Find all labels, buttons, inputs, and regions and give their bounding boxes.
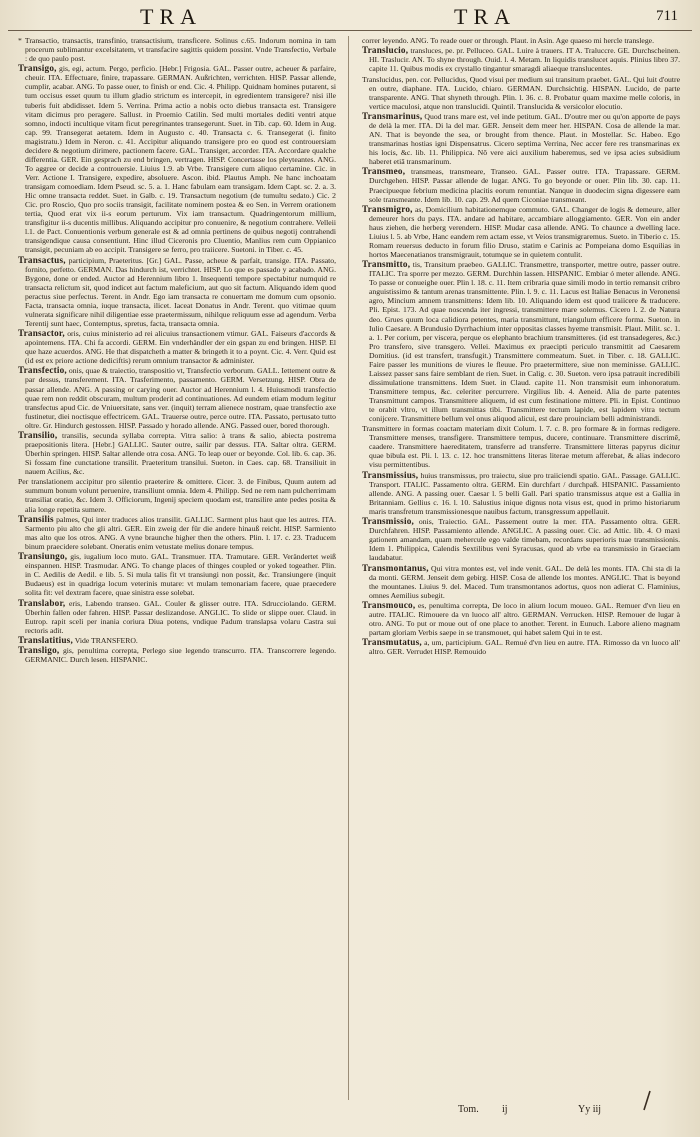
entry-headword: Transigo, xyxy=(18,63,57,74)
running-header xyxy=(0,4,700,28)
entry-headword: Translabor, xyxy=(18,597,66,608)
entry-text: correr leyendo. ANG. To reade ouer or through. Plaut. in Asin. Age quaeso mi hercle translege. xyxy=(362,36,655,45)
entry-headword: Transmitto, xyxy=(362,259,411,270)
entry-headword: Transmarinus, xyxy=(362,110,423,121)
footer-tome: Tom. xyxy=(458,1104,479,1115)
entry-text: huius transmissus, pro traiectu, siue pro traiiciendi spatio. GAL. Passage. GALLIC. Transport. ITALIC. Passamento oltra. GERM. Ein durchfart / durchpaß. HISPANIC. Passamiento allende. ANG. A passing ouer. Caesar l. 5 belli Gall. Pari spatio transmissus atque est a Gallia in Britanniam. Gellius c. 16. l. 10. Salustius inique dignus nota visus est, quod in primo historiarum maris transfretum transmissionesque nauibus factum, transgressum appellauit. xyxy=(369,470,680,516)
entry-headword: Transilio, xyxy=(18,429,58,440)
entry-text: as, Domicilium habitationemque commuto. GAL. Changer de logis & demeure, aller demeurer hors du pays. ITA. andare ad habitare, accambiare alloggiamento. GER. Von ein ander haus ziehen, die herberg verendern. HISP. Mudar casa allende. ANG. To chaunce a dwelling lace. Liuius l. 5. ab Vrbe, Hanc eandem rem actam esse, vt Veios transmigraremus. Sueto. in Tiberio c. 15. Romam reuersus deducto in forum filio Druso, statim e Carinis ac Pompeiana domo Esquilias in hortos Maecenatianos transmigrauit, totumque se in quietem contulit. xyxy=(369,204,680,260)
dictionary-entry xyxy=(18,636,336,645)
entry-headword: Transligo, xyxy=(18,645,60,656)
left-column xyxy=(18,36,336,1102)
entry-text: onis, Traiectio. GAL. Passement outre la mer. ITA. Passamento oltra. GER. Durchfahren. HISP. Passamiento allende. ANGLIC. A passing ouer. Cic. ad Attic. lib. 4. O maxi gationem amandam, quam mehercule ego valde timebam, recordans superioris tuae transmissionis. Idem 1. Philippica, Calendis Sextilibus veni Syracusas, quod ab vrbe ea transmissio in Graeciam laudabatur. xyxy=(369,517,680,563)
dictionary-entry xyxy=(362,36,680,45)
entry-headword: Transfectio, xyxy=(18,365,67,376)
dictionary-entry xyxy=(362,638,680,656)
dictionary-entry xyxy=(18,64,336,254)
entry-text: es, penultima correpta, De loco in alium locum moueo. GAL. Remuer d'vn lieu en autre. ITALIC. Rimouere da vn luoco all' altro. GERMAN. Verrucken. HISP. Remouer de lugar à otro. ANG. To put or moue out of one place to another. Terent. in Eunuch. Labore alieno magnam partam gloriam Verbis saepe in se transmouet, qui habet salem Qui in te est. xyxy=(369,600,680,638)
entry-text: oris, cuius ministerio ad rei alicuius transactionem vtimur. GAL. Faiseurs d'accords & apointemens. ITA. Chi fa accordi. GERM. Ein vnderhändler der ein gspan zu end bringen. HISP. El que haze acuerdos. ANG. He that dispatcheth a matter & bringeth it to a poynt. Cic. 4. Verr. Quid est (id est ex priore actione dediciftis) rerum omnium transactor & administer. xyxy=(25,329,336,366)
entry-text: onis, quae & traiectio, transpositio vt, Transfectio verborum. GALL. Iettement outre & par dessus, transferement. ITA. Trasferimento, passamento. GERM. Versetzung. HISP. Obra de passar allende. ANG. A passing or carying ouer. Auctor ad Herennium l. 4. Huiusmodi transfectio quae rem non reddit obscuram, multum proderit ad continuationes. Ad eundem etiam modum legitur transfectus apud Cic. de Vniuersitate, sans ver. (inquit) terram alienece nostram, quae transfectio axe fustinetur, diei noctisque effectricem. GAL. Trauerse outre, perce outre. ITA. Passato, pertusato tutto oltre. Gr. Hindurch gestossen. HISP. Passado y horado allende. ANG. Passed ouer, bored thorough. xyxy=(25,366,336,430)
entry-text: gis, penultima correpta, Perlego siue legendo transcurro. ITA. Transcorrere legendo. GERMANIC. Durch lesen. HISPANIC. xyxy=(25,646,336,665)
footer-signature: Yy iij xyxy=(578,1104,602,1115)
dictionary-entry xyxy=(362,564,680,600)
header-left-word: TRA xyxy=(140,4,202,29)
entry-headword: Transmissius, xyxy=(362,469,419,480)
entry-text: transmeas, transmeare, Transeo. GAL. Passer outre. ITA. Trapassare. GERM. Durchgehen. HISP. Passar allende de lugar. ANG. To go beyonde or ouer. Plin lib. 30. cap. 11. Praecipueque febrium medicina placitis eorum renuntiat. Nanque in duodecim signa digessere eam sole transmeante. Idem lib. 10. cap. 29. Ad quem Ciconiae transmeant. xyxy=(369,167,680,204)
dictionary-entry xyxy=(18,329,336,365)
entry-text: transilis, secunda syllaba correpta. Vitra salio: à trans & salio, abiecta postrema praepositionis litera. [Hebr.] GALLIC. Sauter outre, sailir par dessus. ITA. Saltar oltra. GERM. Überhin springen. HISP. Saltar allende otra cosa. ANG. To leap ouer or beyonde. Col. lib. 6. cap. 36. Si fossam fine cunctatione transilit. Praeteritum transilui. Sueton. in Caes. cap. 68. Transiliuit in nauem Acilius, &c. xyxy=(25,430,336,477)
header-rule xyxy=(8,30,692,31)
entry-headword: Transactus, xyxy=(18,254,66,265)
dictionary-entry xyxy=(362,205,680,259)
entry-text: Quod trans mare est, vel inde petitum. GAL. D'outre mer ou qu'on apporte de pays de delà la mer. ITA. Di la del mar. GER. Jenseit dem meer her. HISPAN. Cosa de allende la mar. AN. That is beyonde the sea, or brought from thence. Plaut. in Mostellar. Sc. Habeo. Ego transmarinas hostias igni Dispensatrus. Cicero septima Verrina, Nec accer fere res transmarinas ex his locis, &c. lib. 11. Philippica. Nō vere aici auxilium haberemus, sed ve ipsa acies subsidium haberet etiā transmarinum. xyxy=(369,111,680,167)
dictionary-entry xyxy=(362,167,680,203)
entry-headword: Transmissio, xyxy=(362,516,415,527)
entry-headword: Transmutatus, xyxy=(362,637,422,648)
entry-headword: Transactor, xyxy=(18,328,65,339)
page-number: 711 xyxy=(656,8,678,24)
dictionary-entry xyxy=(18,431,336,476)
entry-text: participium, Praeteritus. [Gr.] GAL. Passe, acheue & parfait, transige. ITA. Passato, fornito, perfetto. GERMAN. Das hindurch ist, verrichtet. HISP. Lo que es passado y acabado. ANG. Bygone, done or ended. Auctor ad Herennium libro 1. Insequenti tempore spectabitur numquid re transacta relictum sit, quod indicet aut factum maleficium, aut quo sit factum. Aliquando idem quod peractus siue perfectus. Terent. in Andr. Ego iam transacta re conuertam me domum cum opsonio. Facta, transacta omnia, iuque transacta, ilicet. Iaceat Donatus in Andr. Terent. quo vitimae quum vulnerata significare nihil diligentiae esse praetermissum, nihilque reliquum esse ad agendum. Verba Terentij sunt haec, Contemptus, spretus, facta, transacta omnia. xyxy=(25,255,336,328)
page-footer xyxy=(0,1104,700,1130)
entry-headword: Transilis xyxy=(18,513,54,524)
dictionary-entry xyxy=(18,646,336,664)
dictionary-entry xyxy=(362,260,680,423)
entry-text: gis, egi, actum. Pergo, perficio. [Hebr.] Frigosia. GAL. Passer outre, acheuer & parfaire, cheuir. ITA. Effectuare, finire, trapassare. GERMAN. Außrichten, verrichten. HISP. Passar allende, cumplir, acabar. ANG. To passe ouer, to finish or end. Cic. 4. Philipp. Quidnam homines putarent, si tum occisus esset quum tu illum gladio strictum es intercepit, in egredientem transigere? nisi ille tuberis fuit abdidisset. Idem 5. Verrina. Prima actio a nobis octo diebus transacta est. Transigere vitam dicimus pro peragere. Sallust. in Proemio Catilin. Sed multi mortales dediti ventri atque somno, indocti incultique vitam ficut peregrinantes transegerunt. Suet. in Tib. cap. 60. Idem in Aug. cap. 99. Transegerat aetatem. Idem in Augusto c. 40. Transacta c. 6. Transegerat (i. finito magistratu.) Idem in Neron. c. 41. Accipitur aliquando transigere pro eo quod est controuersiam decidere & negotium dirimere, pactionem facere. GAL. Transiger, accorder. ITA. Accordare qualche differentia. GER. Ein gesprach zu end bringen, vertragen. HISP. Concertasse los pleyteantes. ANG. To aggree or decide a controuersie. Liuius 1.9. ab Vrbe. Transigere cum aliquo certamine. Cic. in Verr. Actione I. Transigere, expedire, absoluere. Ascon. ibid. Plautus Amph. Ne hanc inchoatam transigam comoediam. Idem Pseud. sc. 5. a. 1. Hanc fabulam eam transigam. Idem Capt. sc. 2. a. 3. Hic omne transacta reddet. Suet. in Galb. c. 19. Transactum negotium (de tumultu sedato.) Cic. 2 Cic. pro Roscio, Quo pro sociis transigit, facilitate nominem postea & eo Sen. in Verrem orationem tertia, Quod erat vix ii-s eorum perturum. Vix iam transactum. Quadringentorum millium, transfigitur ii-s ducentis millibus. Aliquando accipitur pro conuenire, & negotium contrahere. Velleii l.1. de Pact. Conuentionis verbum generale est & ad omnia pertinens de quibus negotij contrahendi transigendique causa consentiunt. Hinc illud Ciceronis pro Cluentio, Manlius rem cum Oppianico transigit, pecuniam ab eo accipit. Transigere se ferro, pro traiicere. Suetoni. in Tiber. c. 45. xyxy=(25,64,336,255)
entry-headword: Transmouco, xyxy=(362,599,416,610)
entry-text: Translucidus, pen. cor. Pellucidus, Quod visui per medium sui transitum praebet. GAL. Qui luit d'outre en outre, diaphane. ITA. Lucido, chiaro. GERMAN. Durchsichtig. HISPAN. Lucido, de parte transparente. ANG. That shyneth through. Plin. l. 36. c. 8. Probatur quam maxime melle coloris, in vertice maculosi, atque non translucidi. Quintil. Translucida & versicolor elocutio. xyxy=(362,74,680,111)
entry-text: palmes, Qui inter traduces alios transilit. GALLIC. Sarment plus haut que les autres. ITA. Sarmento piu alto che gli altri. GER. Ein zweig der für die andere hinauß reicht. HISP. Sarmiento mas alto que los otros. ANG. A vyne braunche higher then the others. Plin. l. 17. c. 23. Traducem binum praecidere solebant. Oneratis enim vetustate melius donare tempus. xyxy=(25,514,336,551)
header-right-word: TRA xyxy=(454,4,516,29)
entry-text: Per translationem accipitur pro silentio praeterire & omittere. Cicer. 3. de Finibus, Quum autem ad summum bonum volunt peruenire, transiliunt omnia. Idem 4. Philipp. Sed ne rem nam pulcherrimam transiliat oratio, &c. Idem 3. Officiorum, Ingenij speciem quodam est, transilire ante pedes posita & alia longe repetita sumere. xyxy=(18,477,336,514)
dictionary-entry xyxy=(18,477,336,513)
dictionary-entry xyxy=(362,75,680,111)
dictionary-entry xyxy=(362,46,680,73)
entry-headword: Translatitius, xyxy=(18,634,73,645)
dictionary-entry xyxy=(18,515,336,551)
column-divider xyxy=(348,36,349,1100)
entry-text: Qui vitra montes est, vel inde venit. GAL. De delà les monts. ITA. Chi sta di la da monti. GERM. Jenseit dem gebirg. HISP. Cosa de allende los montes. ANGLIC. That is beyond the mountanes. Liuius 9. del. Maced. Tum transmontanos adortus, quos non adierat C. Flaminius, omnes Aemilius subegit. xyxy=(369,563,680,600)
entry-headword: Translucio, xyxy=(362,45,409,56)
entry-text: a, um, participium. GAL. Remué d'vn lieu en autre. ITA. Rimosso da vn luoco all' altro. GER. Verrudet HISP. Remouido xyxy=(369,638,680,657)
dictionary-entry xyxy=(18,36,336,63)
entry-text: Transmittere in formas coactam materiam dixit Colum. l. 7. c. 8. pro formare & in formas redigere. Transmittere menses, transfigere. Transmittere tempus, ducere, continuare. Transmittere discrimē, caadere. Transmittere haereditatem, transferre ad transferre. Transmittere litteras papyrus dicitur quae bibula est. Pli. l. 13. c. 12. hoc transmittens literas literae metum afferebat, & alias indecoro visu permittentibus. xyxy=(362,424,680,470)
entry-text: tis, Transitum praebeo. GALLIC. Transmettre, transporter, mettre outre, passer outre. ITALIC. Tra sporre per mezzo. GERM. Durchhin lassen. HISPANIC. Embiar ó meter allende. ANG. To passe or conueighe ouer. Plin l. 18. c. 11. Item cribraria quae simili modo in tertio remansit cribro anguistissimo & tantum arenas transmittente. Plin. l. 9. c. 11. Lacus est Italiae Benacus in Veronensi agro, Mincium amnem transmittens: Idem lib. 10. Aliquando idem est quod traiicere & traducere. Pli. Epist. 173. Ad quae noscenda iter ingressi, transmittere mare solemus. Cicero l. 2. de Natura deo. Grues quum loca calidiora petentes, maria transmittunt, triangulum efficere forma. Sueton. in Iulio Caesare. A Brundusio Dyrrhachium inter oppositas classes hyeme transmisit. Plaut. Milit. sc. 1. a. 1. Per corium, per viscera, perque os elephanto brachium transmitteres. (id est transadegeres, &c.) Pro transfero, sive transgero. Vellei. Maximus ex praecipti periculo transmittit ad Caesarem Domitius. (id est transfert, transfugit.) Transmittere commeatum. Suet. in Tiber. c. 18. GALLIC. Faire passer les munitions de viures le fleuue. Pro praetermittere, siue non meminisse. GALLIC. Laissez passer sans faire semblant de rien. Suet. in Calig. c. 30. Sueton. vero ipsa patrauit incredibili dissimulatione transmittens. Idem Suet. in Claud. capite 11. Non transmisit eum inhonoratum. Transmittere tempus, &c. celeriter percurrere. Virgilius lib. 4. Aeneid. Alia de parte patentes Transmittunt campos. Transmittere aliquem, id est cum festinatione mittere. Pli. in Epist. Continuo te orabit vltro, vt illum transmittas tibi. Transmittere tectum lapide, est lapidem vitra tectum conijcere. Transmittere bellum vel onus aliquod alicui, est dare prouinciam belli administrandi. xyxy=(369,260,680,424)
entry-text: gis, iugalium loco muto. GAL. Transmuer. ITA. Tramutare. GER. Verändertet weiß einspannen. HISP. Trasmudar. ANG. To change places of thinges coupled or yoked togeather. Plin. in C. Aedilis de Aedil. e lib. 5. Si mula talis fit vt transiungi non possit, &c. Transiungere (inquit Budaeus) est in quadriga locum veterinis mutare: vt mulam temonariam facere, quae praecedere solita fit: vel dextram facere, quae sinistra esse solebat. xyxy=(25,552,336,598)
dictionary-entry xyxy=(362,601,680,637)
dictionary-entry xyxy=(18,256,336,328)
dictionary-entry xyxy=(18,552,336,597)
entry-headword: Transmeo, xyxy=(362,166,406,177)
entry-headword: Transmigro, xyxy=(362,203,413,214)
footer-volume: ij xyxy=(502,1104,508,1115)
entry-headword: Transiungo, xyxy=(18,551,68,562)
dictionary-entry xyxy=(362,424,680,469)
entry-text: transluces, pe. pr. Pelluceo. GAL. Luire à trauers. IT A. Traluccre. GE. Durchscheinen. HI. Traslucir. AN. To shyne through. Ouid. l. 4. Metam. In liquidis translucet aquis. Plinius libro 37. capite 11. Quibus modis ex crystallo tingantur smaragdi aliaeque translucentes. xyxy=(369,46,680,74)
right-column xyxy=(362,36,680,1102)
dictionary-entry xyxy=(18,366,336,429)
dictionary-entry xyxy=(362,471,680,516)
entry-text: Vide TRANSFERO. xyxy=(74,635,138,645)
entry-headword: Transmontanus, xyxy=(362,562,429,573)
dictionary-entry xyxy=(18,599,336,635)
dictionary-entry xyxy=(362,112,680,166)
dictionary-entry xyxy=(362,517,680,562)
ink-stroke-mark xyxy=(640,1090,654,1112)
entry-text: * Transactio, transactis, transfinio, transactisium, transficere. Solinus c.65. Indorum nomina in tam procerum sublimantur excelsitatem, vt transfacire sagittis quidem possint. Vnde Transfectio, Verbale : de quo paulo post. xyxy=(18,36,336,64)
entry-text: eris, Labendo transeo. GAL. Couler & glisser outre. ITA. Sdrucciolando. GERM. Überhin fallen oder fahren. HISP. Passar deslizandose. ANGLIC. To slide or slippe ouer. Claud. in Eutrop. rapit sceli per inania coriura Diua potens, vndique Padum translapsa volaru Castra sui rectoris adit. xyxy=(25,598,336,635)
